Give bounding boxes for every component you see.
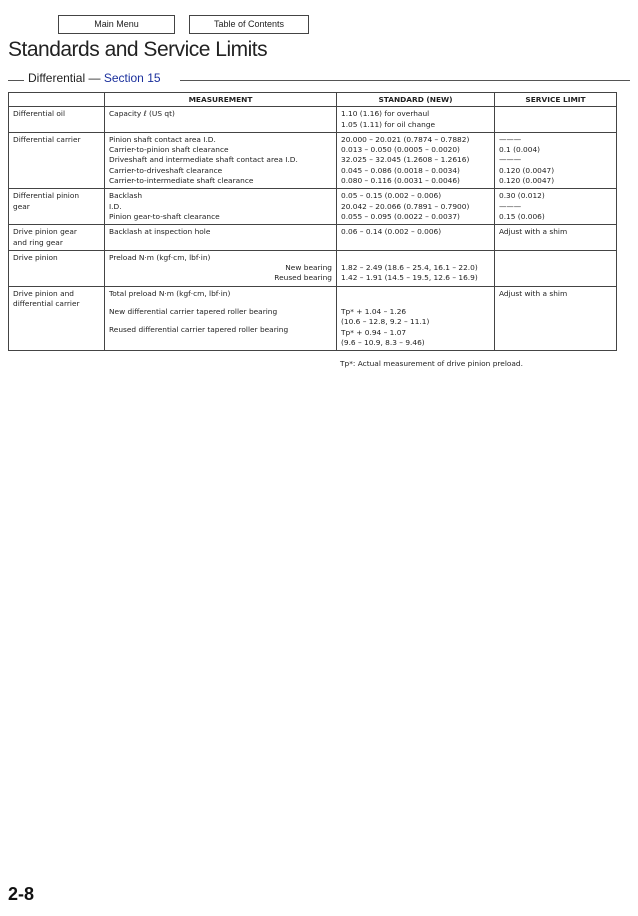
component-cell: Differential oil xyxy=(9,107,105,133)
limit-cell: 0.30 (0.012) ——— 0.15 (0.006) xyxy=(495,189,617,225)
component-cell: Drive pinion gear and ring gear xyxy=(9,225,105,251)
section-rule-right xyxy=(180,80,630,81)
header-component xyxy=(9,93,105,107)
component-cell: Differential carrier xyxy=(9,132,105,188)
limit-cell: ——— 0.1 (0.004) ——— 0.120 (0.0047) 0.120 (0.0047) xyxy=(495,132,617,188)
standard-cell: 0.06 – 0.14 (0.002 – 0.006) xyxy=(337,225,495,251)
limit-cell: Adjust with a shim xyxy=(495,286,617,350)
standard-cell: 1.10 (1.16) for overhaul 1.05 (1.11) for oil change xyxy=(337,107,495,133)
header-service-limit: SERVICE LIMIT xyxy=(495,93,617,107)
table-row xyxy=(9,189,617,225)
measurement-cell: Backlash I.D. Pinion gear-to-shaft clearance xyxy=(105,189,337,225)
table-row xyxy=(9,132,617,188)
component-cell: Drive pinion and differential carrier xyxy=(9,286,105,350)
page-number: 2-8 xyxy=(8,884,35,904)
limit-cell xyxy=(495,107,617,133)
component-cell: Drive pinion xyxy=(9,250,105,286)
component-cell: Differential pinion gear xyxy=(9,189,105,225)
spec-table xyxy=(8,92,617,351)
limit-cell: Adjust with a shim xyxy=(495,225,617,251)
table-row xyxy=(9,107,617,133)
section-link[interactable]: Section 15 xyxy=(103,71,161,85)
measurement-cell: Preload N·m (kgf·cm, lbf·in) New bearing Reused bearing xyxy=(105,250,337,286)
measurement-cell: Pinion shaft contact area I.D. Carrier-to-pinion shaft clearance Driveshaft and intermediate shaft contact area I.D. Carrier-to-driveshaft clearance Carrier-to-intermediate shaft clearance xyxy=(105,132,337,188)
table-row xyxy=(9,225,617,251)
standard-cell: 1.82 – 2.49 (18.6 – 25.4, 16.1 – 22.0) 1.42 – 1.91 (14.5 – 19.5, 12.6 – 16.9) xyxy=(337,250,495,286)
section-name: Differential xyxy=(28,71,86,85)
table-row xyxy=(9,286,617,350)
section-heading xyxy=(28,71,161,85)
section-rule-left xyxy=(8,80,24,81)
footnote: Tp*: Actual measurement of drive pinion preload. xyxy=(340,359,523,368)
table-of-contents-button[interactable]: Table of Contents xyxy=(189,15,309,34)
measurement-cell: Backlash at inspection hole xyxy=(105,225,337,251)
main-menu-button[interactable]: Main Menu xyxy=(58,15,175,34)
section-dash: — xyxy=(88,71,101,85)
header-measurement: MEASUREMENT xyxy=(105,93,337,107)
page-title: Standards and Service Limits xyxy=(8,38,268,61)
measurement-cell: Capacity ℓ (US qt) xyxy=(105,107,337,133)
header-standard: STANDARD (NEW) xyxy=(337,93,495,107)
standard-cell: 20.000 – 20.021 (0.7874 – 0.7882) 0.013 – 0.050 (0.0005 – 0.0020) 32.025 – 32.045 (1.2608 – 1.2616) 0.045 – 0.086 (0.0018 – 0.0034) 0.080 – 0.116 (0.0031 – 0.0046) xyxy=(337,132,495,188)
limit-cell xyxy=(495,250,617,286)
table-row xyxy=(9,250,617,286)
standard-cell: 0.05 – 0.15 (0.002 – 0.006) 20.042 – 20.066 (0.7891 – 0.7900) 0.055 – 0.095 (0.0022 – 0.0037) xyxy=(337,189,495,225)
measurement-cell: Total preload N·m (kgf·cm, lbf·in) New differential carrier tapered roller bearing Reused differential carrier tapered roller bearing xyxy=(105,286,337,350)
table-header-row xyxy=(9,93,617,107)
standard-cell: Tp* + 1.04 – 1.26 (10.6 – 12.8, 9.2 – 11.1) Tp* + 0.94 – 1.07 (9.6 – 10.9, 8.3 – 9.46) xyxy=(337,286,495,350)
